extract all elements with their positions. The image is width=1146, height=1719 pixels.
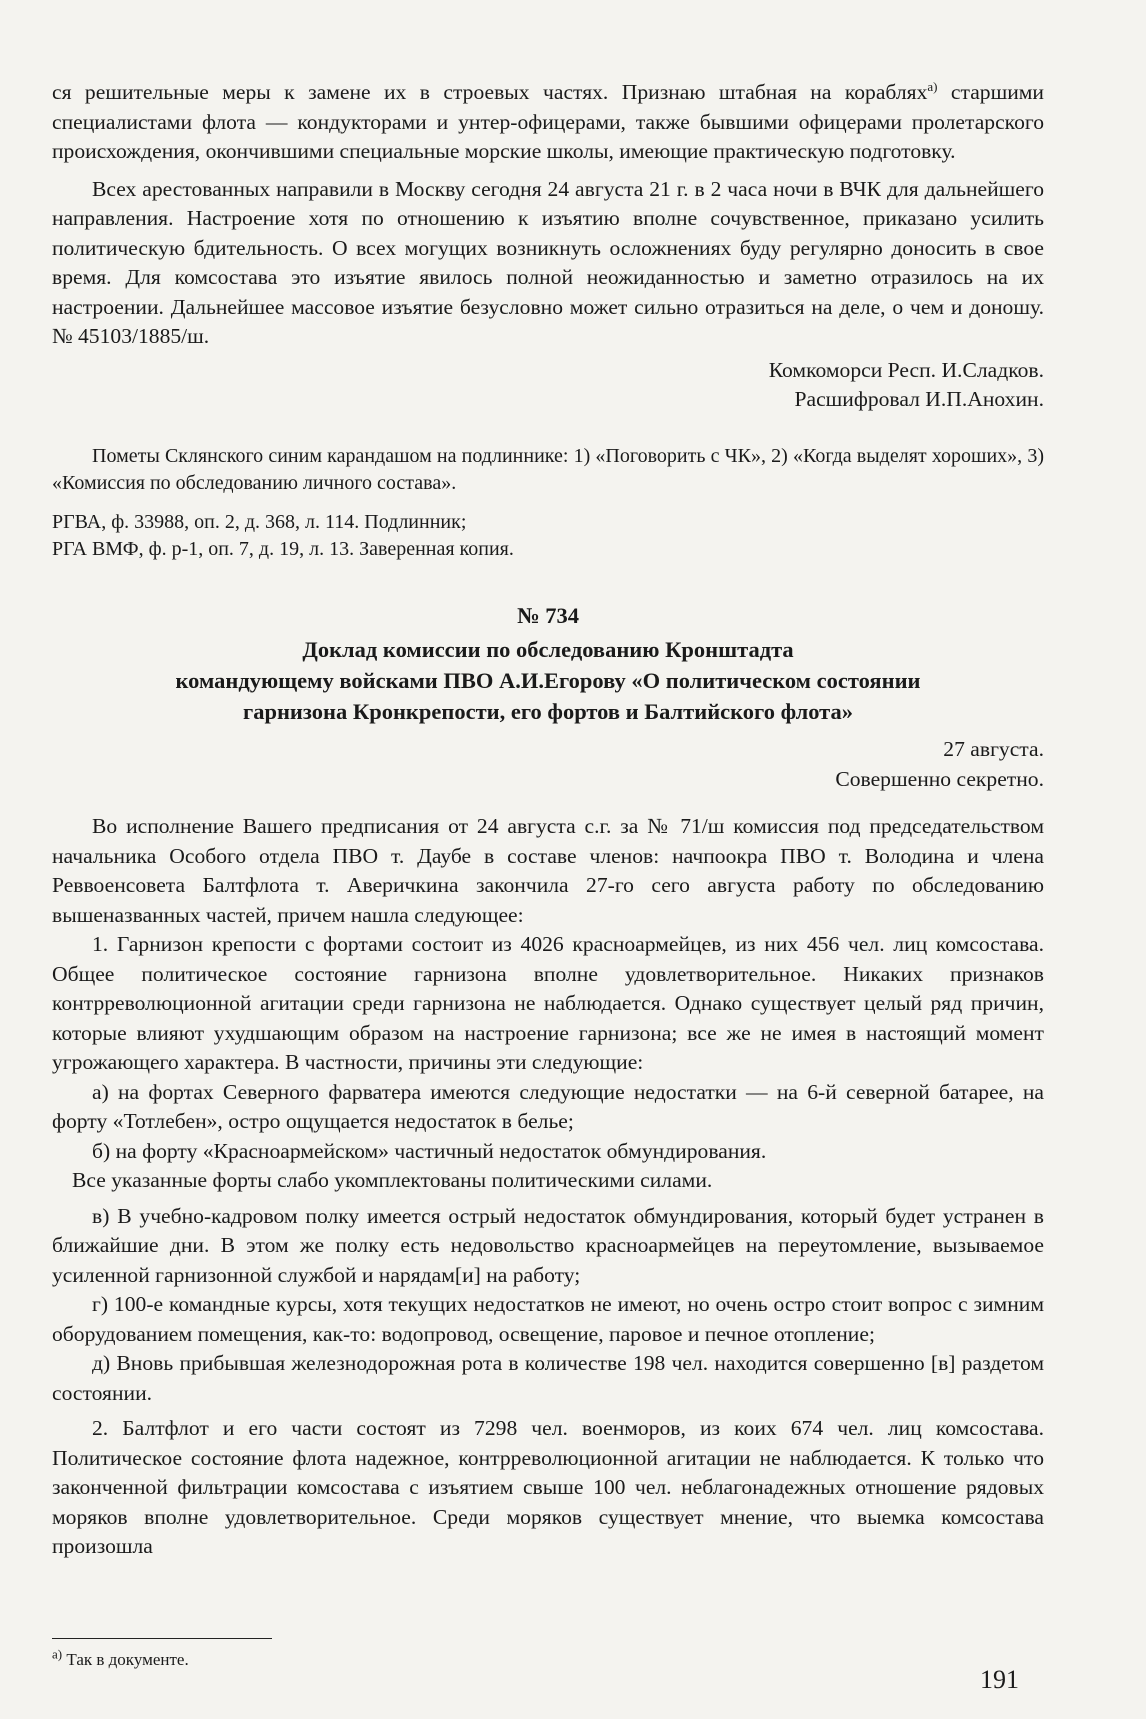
- notes-paragraph: Пометы Склянского синим карандашом на подлиннике: 1) «Поговорить с ЧК», 2) «Когда выделят хороших», 3) «Комиссия по обследованию личного состава».: [52, 445, 1044, 494]
- document-classification: Совершенно секретно.: [835, 766, 1044, 791]
- body-paragraph: д) Вновь прибывшая железнодорожная рота в количестве 198 чел. находится совершенно [в] раздетом состоянии.: [52, 1351, 1044, 1405]
- footnote: [52, 1646, 189, 1670]
- document-number: № 734: [517, 603, 579, 628]
- body-paragraph: Во исполнение Вашего предписания от 24 августа с.г. за № 71/ш комиссия под председательством начальника Особого отдела ПВО т. Даубе в составе членов: начпоокра ПВО т. Володина и члена Реввоенсовета Балтфлота т. Аверичкина закончила 27-го сего августа работу по обследованию вышеназванных частей, причем нашла следующее:: [52, 814, 1044, 927]
- archival-notes: [52, 443, 1044, 563]
- footnote-text: Так в документе.: [62, 1650, 189, 1669]
- body-paragraph: 2. Балтфлот и его части состоят из 7298 чел. военморов, из коих 674 чел. лиц комсостава. Политическое состояние флота надежное, контрреволюционной агитации не наблюдается. К только что законченной фильтрации комсостава с изъятием свыше 100 чел. неблагонадежных отношение рядовых моряков вполне удовлетворительное. Среди моряков существует мнение, что выемка комсостава произошла: [52, 1416, 1044, 1558]
- body-paragraph: в) В учебно-кадровом полку имеется острый недостаток обмундирования, который будет устранен в ближайшие дни. В этом же полку есть недовольство красноармейцев на переутомление, вызываемое усиленной гарнизонной службой и нарядам[и] на работу;: [52, 1203, 1044, 1287]
- footnote-ref: а): [927, 78, 938, 94]
- document-body: [52, 812, 1044, 1562]
- document-title-line-3: гарнизона Кронкрепости, его фортов и Балтийского флота»: [242, 699, 854, 724]
- document-title-line-1: Доклад комиссии по обследованию Кронштадта: [302, 637, 794, 662]
- body-paragraph: а) на фортах Северного фарватера имеются следующие недостатки — на 6-й северной батарее, на форту «Тотлебен», остро ощущается недостаток в белье;: [52, 1079, 1044, 1133]
- signature-commander: Комкоморси Респ. И.Сладков.: [768, 357, 1044, 382]
- body-paragraph: г) 100-е командные курсы, хотя текущих недостатков не имеют, но очень остро стоит вопрос с зимним оборудованием помещения, как-то: водопровод, освещение, паровое и печное отопление;: [52, 1292, 1044, 1346]
- body-paragraph: б) на форту «Красноармейском» частичный недостаток обмундирования.: [92, 1138, 767, 1163]
- intro-paragraph-1: ся решительные меры к замене их в строевых частях. Признаю штабная на кораблях$^{а)}$ старшими специалистами флота — кондукторами и унтер-офицерами, также бывшими офицерами пролетарского происхождения, окончившими специальные морские школы, имеющие практическую подготовку.: [52, 78, 1044, 163]
- source-line-2: РГА ВМФ, ф. р-1, оп. 7, д. 19, л. 13. Заверенная копия.: [52, 538, 514, 560]
- intro-paragraph-2: Всех арестованных направили в Москву сегодня 24 августа 21 г. в 2 часа ночи в ВЧК для дальнейшего направления. Настроение хотя по отношению к изъятию вполне сочувственное, приказано усилить политическую бдительность. О всех могущих возникнуть осложнениях буду регулярно доносить в свое время. Для комсостава это изъятие явилось полной неожиданностью и заметно отразилось на их настроении. Дальнейшее массовое изъятие безусловно может сильно отразиться на деле, о чем и доношу. № 45103/1885/ш.: [52, 176, 1044, 348]
- document-header: [52, 600, 1044, 794]
- footnote-divider: [52, 1638, 272, 1639]
- signature-decoder: Расшифровал И.П.Анохин.: [794, 387, 1044, 411]
- intro-section: [52, 78, 1044, 415]
- source-line-1: РГВА, ф. 33988, оп. 2, д. 368, л. 114. Подлинник;: [52, 511, 467, 533]
- document-date: 27 августа.: [943, 737, 1044, 761]
- footnote-mark: а): [52, 1646, 63, 1662]
- page-number: 191: [980, 1665, 1019, 1694]
- document-title-line-2: командующему войсками ПВО А.И.Егорову «О политическом состоянии: [175, 668, 921, 693]
- body-paragraph: 1. Гарнизон крепости с фортами состоит из 4026 красноармейцев, из них 456 чел. лиц комсостава. Общее политическое состояние гарнизона вполне удовлетворительное. Никаких признаков контрреволюционной агитации среди гарнизона не наблюдается. Однако существует целый ряд причин, которые влияют ухудшающим образом на настроение гарнизона; все же не имея в настоящий момент угрожающего характера. В частности, причины эти следующие:: [52, 932, 1044, 1074]
- body-paragraph: Все указанные форты слабо укомплектованы политическими силами.: [72, 1168, 713, 1192]
